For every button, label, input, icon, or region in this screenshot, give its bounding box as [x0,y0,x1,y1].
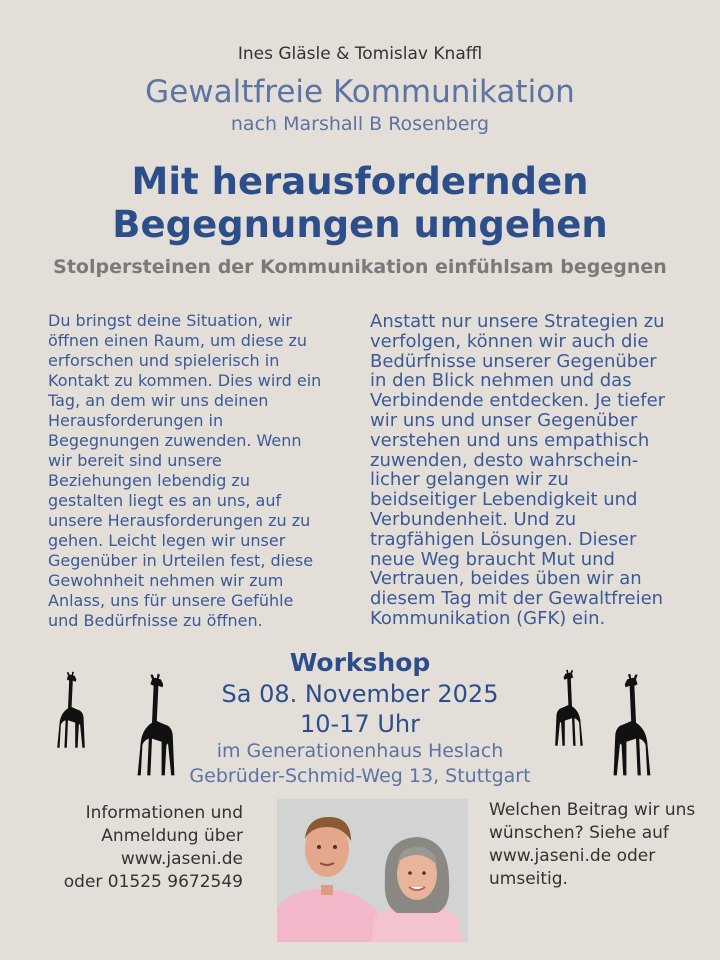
info-line: Welchen Beitrag wir uns [489,800,696,820]
right-text-column [370,312,685,629]
text-line: neue Weg braucht Mut und [370,548,615,570]
text-line: Beziehungen lebendig zu [48,471,250,490]
text-line: verfolgen, können wir auch die [370,330,649,352]
text-line: Du bringst deine Situation, wir [48,311,292,330]
info-link[interactable]: www.jaseni.de [120,849,243,869]
topic-heading: Gewaltfreie Kommunikation [145,74,575,110]
text-line: Anstatt nur unsere Strategien zu [370,311,665,332]
info-link[interactable]: www.jaseni.de oder [489,846,656,866]
text-line: licher gelangen wir zu [370,469,569,491]
authors: Ines Gläsle & Tomislav Knaffl [237,44,483,64]
topic-subheading: nach Marshall B Rosenberg [230,113,490,135]
text-line: wir uns und unser Gegenüber [370,409,638,431]
text-line: beidseitiger Lebendigkeit und [370,489,638,511]
text-line: tragfähigen Lösungen. Dieser [370,528,637,550]
text-line: gestalten liegt es an uns, auf [48,491,282,510]
text-line: Bedürfnisse unserer Gegenüber [370,350,657,372]
text-line: Kontakt zu kommen. Dies wird ein [48,371,322,390]
text-line: diesem Tag mit der Gewaltfreien [370,588,664,610]
info-line: Informationen und [85,803,243,823]
title-line-2: Begegnungen umgehen [112,203,608,246]
text-line: Herausforderungen in [48,411,224,430]
text-line: Vertrauen, beides üben wir an [370,568,642,590]
page-subtitle: Stolpersteinen der Kommunikation einfühlsam begegnen [53,256,667,278]
text-line: wir bereit sind unsere [48,451,222,470]
workshop-date: Sa 08. November 2025 [221,680,499,708]
text-line: verstehen und uns empathisch [370,429,650,451]
info-line: wünschen? Siehe auf [489,823,669,843]
text-line: Begegnungen zuwenden. Wenn [48,431,302,450]
info-contact [64,802,243,894]
text-line: Verbindende entdecken. Je tiefer [370,390,666,412]
text-line: Tag, an dem wir uns deinen [48,391,269,410]
text-line: und Bedürfnisse zu öffnen. [48,611,263,630]
text-line: Gewohnheit nehmen wir zum [48,571,284,590]
text-line: unsere Herausforderungen zu zu [48,511,311,530]
left-text-column [48,311,348,631]
text-line: gehen. Leicht legen wir unser [48,531,286,550]
text-line: zuwenden, desto wahrschein- [370,449,639,471]
text-line: Gegenüber in Urteilen fest, diese [48,551,314,570]
workshop-address: Gebrüder-Schmid-Weg 13, Stuttgart [189,765,531,787]
text-line: Kommunikation (GFK) ein. [370,607,606,629]
workshop-time: 10-17 Uhr [299,710,420,738]
portrait-photo [277,799,468,942]
text-line: Anlass, uns für unsere Gefühle [48,591,294,610]
text-line: öffnen einen Raum, um diese zu [48,331,308,350]
info-phone: oder 01525 9672549 [63,872,243,892]
info-contribution [489,799,695,891]
workshop-label: Workshop [289,648,431,677]
text-line: erforschen und spielerisch in [48,351,280,370]
text-line: in den Blick nehmen und das [370,370,632,392]
info-line: umseitig. [489,869,568,889]
page-title [0,160,720,246]
info-line: Anmeldung über [101,826,243,846]
workshop-venue: im Generationenhaus Heslach [216,740,504,762]
text-line: Verbundenheit. Und zu [370,508,577,530]
title-line-1: Mit herausfordernden [131,160,589,203]
